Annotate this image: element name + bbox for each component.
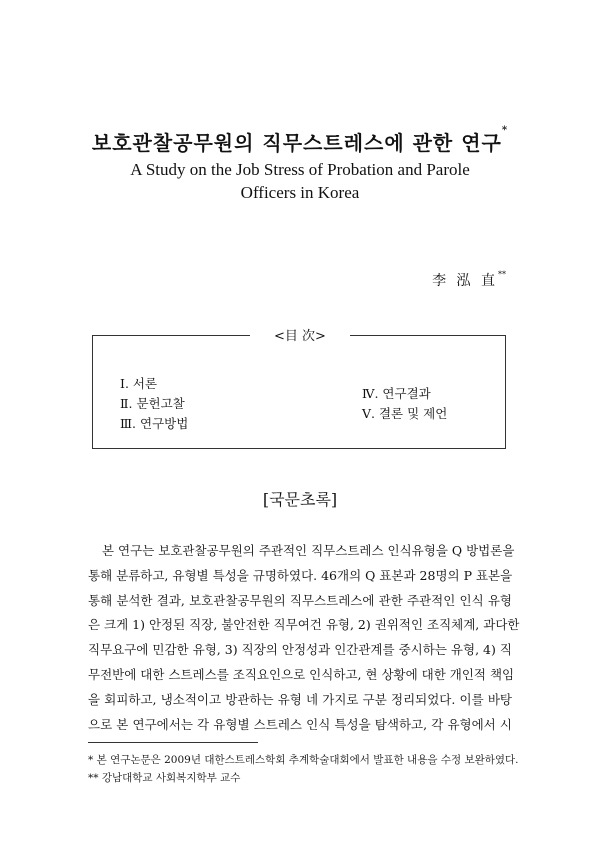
author xyxy=(432,270,506,290)
author-footnote-mark: ** xyxy=(498,270,506,279)
toc-item-results: Ⅳ. 연구결과 xyxy=(362,386,431,401)
paper-title-english-line1: A Study on the Job Stress of Probation and Parole xyxy=(130,160,470,179)
abstract-line: 본 연구는 보호관찰공무원의 주관적인 직무스트레스 인식유형을 Q 방법론을 xyxy=(102,543,515,558)
abstract-line: 통해 분류하고, 유형별 특성을 규명하였다. 46개의 Q 표본과 28명의 P 표본을 xyxy=(88,567,513,583)
abstract-line: 을 회피하고, 냉소적이고 방관하는 유형 네 가지로 구분 정리되었다. 이를 바탕 xyxy=(88,691,512,707)
toc-item-method: Ⅲ. 연구방법 xyxy=(120,416,189,431)
abstract-line: 무전반에 대한 스트레스를 조직요인으로 인식하고, 현 상황에 대한 개인적 책임 xyxy=(88,666,515,682)
abstract-line: 으로 본 연구에서는 각 유형별 스트레스 인식 특성을 탐색하고, 각 유형에서 시 xyxy=(88,716,512,732)
toc-heading: <目 次> xyxy=(250,325,350,344)
paper-title-korean xyxy=(0,127,600,156)
toc-item-literature: Ⅱ. 문헌고찰 xyxy=(120,396,185,411)
footnote-2: ** 강남대학교 사회복지학부 교수 xyxy=(88,772,241,784)
abstract-line: 은 크게 1) 안정된 직장, 불안전한 직무여건 유형, 2) 권위적인 조직체계, 과다한 xyxy=(88,617,520,633)
abstract-line: 통해 분석한 결과, 보호관찰공무원의 직무스트레스에 관한 주관적인 인식 유형 xyxy=(88,592,512,608)
footnote-1: * 본 연구논문은 2009년 대한스트레스학회 추계학술대회에서 발표한 내용을 수정 보완하였다. xyxy=(88,754,519,766)
title-footnote-mark: * xyxy=(501,125,509,136)
paper-title-english-line2: Officers in Korea xyxy=(240,183,360,202)
footnote-divider xyxy=(88,742,258,743)
abstract-line: 직무요구에 민감한 유형, 3) 직장의 안정성과 인간관계를 중시하는 유형, 4) 직 xyxy=(88,642,512,658)
abstract-section-title: [국문초록] xyxy=(262,490,338,509)
author-name: 李 泓 直 xyxy=(432,273,498,289)
abstract-body xyxy=(88,539,520,737)
title-korean-text: 보호관찰공무원의 직무스트레스에 관한 연구 xyxy=(91,131,502,155)
toc-item-intro: Ⅰ. 서론 xyxy=(120,376,158,391)
toc-item-conclusion: Ⅴ. 결론 및 제언 xyxy=(362,406,448,421)
